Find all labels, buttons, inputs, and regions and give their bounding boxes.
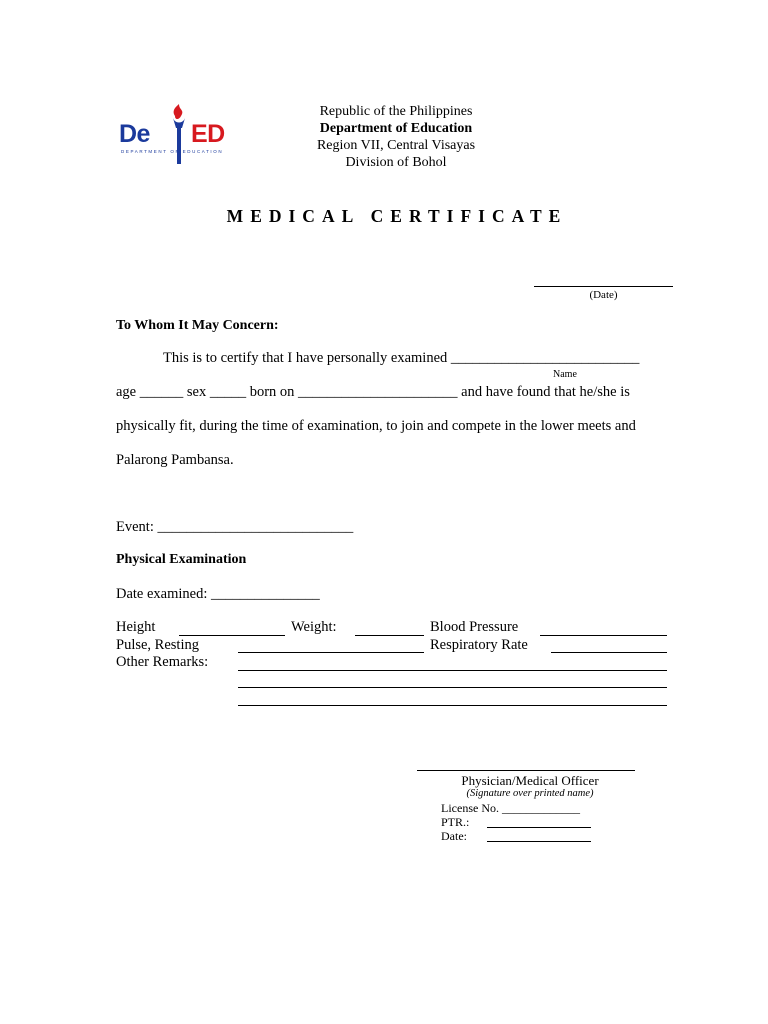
signature-subtitle: (Signature over printed name)	[466, 788, 594, 799]
event-field[interactable]: Event: ___________________________	[116, 519, 354, 535]
other-remarks-label: Other Remarks:	[116, 654, 209, 670]
name-label: Name	[553, 369, 577, 380]
ptr-label: PTR.:	[441, 815, 470, 829]
pulse-field[interactable]	[238, 652, 424, 653]
remarks-line-2[interactable]	[238, 687, 667, 688]
blood-pressure-field[interactable]	[540, 635, 667, 636]
header-republic: Republic of the Philippines	[319, 104, 473, 119]
license-field[interactable]: License No. _____________	[441, 801, 580, 815]
logo-text-right: ED	[191, 120, 225, 148]
date-examined-field[interactable]: Date examined: _______________	[116, 586, 320, 602]
name-blank[interactable]: __________________________	[450, 350, 640, 366]
logo-tagline: DEPARTMENT OF EDUCATION	[121, 149, 224, 154]
document-title: MEDICAL CERTIFICATE	[226, 206, 568, 226]
certify-intro: This is to certify that I have personally examined	[163, 350, 451, 366]
date-label: (Date)	[589, 289, 618, 301]
signature-line[interactable]	[417, 770, 635, 771]
deped-logo	[119, 104, 254, 168]
physician-title: Physician/Medical Officer	[461, 773, 599, 788]
header-region: Region VII, Central Visayas	[316, 138, 476, 153]
blood-pressure-label: Blood Pressure	[430, 619, 519, 635]
certify-line-3: physically fit, during the time of examination, to join and compete in the lower meets and	[116, 418, 636, 434]
certify-line-4: Palarong Pambansa.	[116, 452, 234, 468]
salutation: To Whom It May Concern:	[116, 318, 279, 333]
certify-line-2: age ______ sex _____ born on ______________________ and have found that he/she is	[116, 384, 630, 400]
weight-label: Weight:	[291, 619, 337, 635]
logo-text-left: De	[119, 120, 150, 148]
physical-exam-heading: Physical Examination	[116, 552, 247, 567]
header-division: Division of Bohol	[345, 155, 447, 170]
date-line[interactable]	[534, 286, 673, 287]
sig-date-label: Date:	[441, 829, 467, 843]
respiratory-rate-label: Respiratory Rate	[430, 637, 528, 653]
remarks-line-3[interactable]	[238, 705, 667, 706]
height-field[interactable]	[179, 635, 285, 636]
sig-date-field[interactable]	[487, 841, 591, 842]
header-department: Department of Education	[319, 121, 473, 136]
remarks-line-1[interactable]	[238, 670, 667, 671]
height-label: Height	[116, 619, 156, 635]
weight-field[interactable]	[355, 635, 424, 636]
pulse-label: Pulse, Resting	[116, 637, 199, 653]
respiratory-rate-field[interactable]	[551, 652, 667, 653]
ptr-field[interactable]	[487, 827, 591, 828]
certify-line-1	[163, 350, 639, 367]
